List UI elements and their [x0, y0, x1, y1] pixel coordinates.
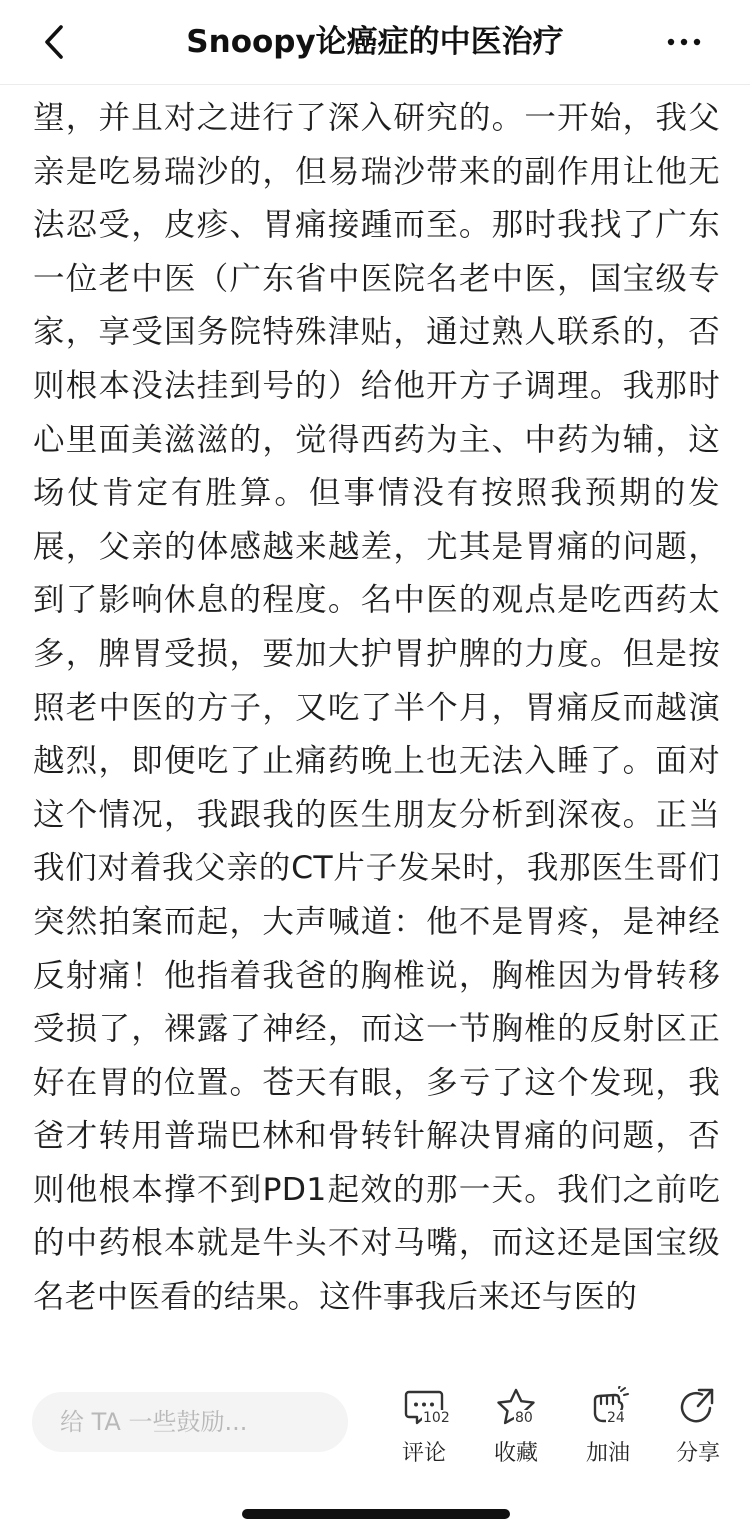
favorite-label: 收藏: [493, 1441, 538, 1466]
page-title: Snoopy论癌症的中医治疗: [186, 24, 564, 60]
more-options-button[interactable]: [656, 22, 712, 62]
comment-button[interactable]: [396, 1386, 476, 1478]
share-icon: [676, 1386, 720, 1430]
bottom-action-bar: [0, 1374, 750, 1534]
comment-label: 评论: [401, 1441, 446, 1466]
home-indicator[interactable]: [242, 1509, 510, 1519]
more-dots-icon: [666, 37, 702, 47]
top-nav-bar: [0, 0, 750, 85]
comment-count: 102: [423, 1410, 450, 1426]
article-scroll-area[interactable]: [0, 84, 750, 1374]
share-label: 分享: [675, 1441, 720, 1466]
article-paragraph: 望，并且对之进行了深入研究的。一开始，我父亲是吃易瑞沙的，但易瑞沙带来的副作用让他无法忍受，皮疹、胃痛接踵而至。那时我找了广东一位老中医（广东省中医院名老中医，国宝级专家，享受国务院特殊津贴，通过熟人联系的，否则根本没法挂到号的）给他开方子调理。我那时心里面美滋滋的，觉得西药为主、中药为辅，这场仗肯定有胜算。但事情没有按照我预期的发展，父亲的体感越来越差，尤其是胃痛的问题，到了影响休息的程度。名中医的观点是吃西药太多，脾胃受损，要加大护胃护脾的力度。但是按照老中医的方子，又吃了半个月，胃痛反而越演越烈，即便吃了止痛药晚上也无法入睡了。面对这个情况，我跟我的医生朋友分析到深夜。正当我们对着我父亲的CT片子发呆时，我那医生哥们突然拍案而起，大声喊道：他不是胃疼，是神经反射痛！他指着我爸的胸椎说，胸椎因为骨转移受损了，裸露了神经，而这一节胸椎的反射区正好在胃的位置。苍天有眼，多亏了这个发现，我爸才转用普瑞巴林和骨转针解决胃痛的问题，否则他根本撑不到PD1起效的那一天。我们之前吃的中药根本就是牛头不对马嘴，而这还是国宝级名老中医看的结果。这件事我后来还与医的: [33, 100, 720, 1316]
cheer-label: 加油: [585, 1441, 630, 1466]
chevron-left-icon: [42, 24, 66, 60]
cheer-button[interactable]: [580, 1386, 660, 1478]
favorite-count: 80: [515, 1410, 533, 1426]
favorite-button[interactable]: [488, 1386, 568, 1478]
share-button[interactable]: [670, 1386, 750, 1478]
cheer-count: 24: [607, 1410, 625, 1426]
comment-input[interactable]: [32, 1392, 348, 1452]
article-body: [0, 84, 750, 1325]
back-button[interactable]: [28, 18, 80, 66]
